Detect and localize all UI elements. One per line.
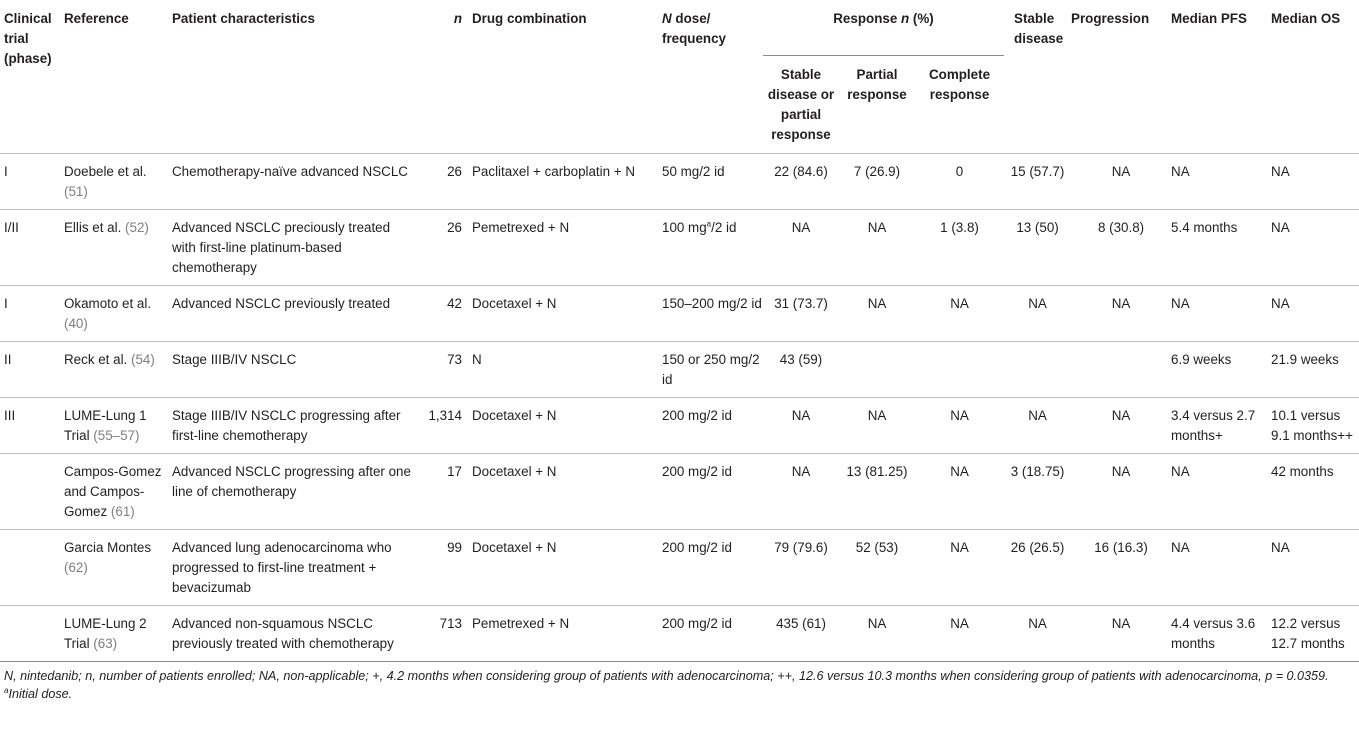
cell-patients: Advanced non-squamous NSCLC previously treated with chemotherapy xyxy=(172,606,415,662)
cell-os: NA xyxy=(1271,154,1359,210)
cell-dose: 150 or 250 mg/2 id xyxy=(662,342,763,398)
cell-pr: NA xyxy=(839,286,915,342)
header-response xyxy=(763,0,1004,56)
cell-drug: Paclitaxel + carboplatin + N xyxy=(472,154,662,210)
cell-cr: NA xyxy=(915,530,1004,606)
table-row xyxy=(0,454,1359,530)
reference-text: LUME-Lung 2 Trial xyxy=(64,616,147,651)
footnote-text: N, nintedanib; n, number of patients enrolled; NA, non-applicable; +, 4.2 months when considering group of patients with adenocarcinoma; ++, 12.6 versus 10.3 months when considering group of patients with adenocarcinoma, p = 0.0359. xyxy=(4,669,1329,683)
cell-pr: 7 (26.9) xyxy=(839,154,915,210)
header-response-n: n xyxy=(901,11,910,26)
cell-n: 26 xyxy=(415,154,472,210)
cell-sd-pr: NA xyxy=(763,210,839,286)
cell-os: NA xyxy=(1271,530,1359,606)
cell-sd-pr: NA xyxy=(763,398,839,454)
cell-reference xyxy=(64,454,172,530)
cell-os: 42 months xyxy=(1271,454,1359,530)
cell-pfs: NA xyxy=(1171,530,1271,606)
table-row xyxy=(0,154,1359,210)
cell-dose: 200 mg/2 id xyxy=(662,454,763,530)
dose-value: 100 mg xyxy=(662,220,707,235)
cell-os: 21.9 weeks xyxy=(1271,342,1359,398)
cell-pfs: NA xyxy=(1171,154,1271,210)
cell-pr: NA xyxy=(839,398,915,454)
header-progression: Progression xyxy=(1071,11,1150,26)
cell-phase: III xyxy=(0,398,64,454)
cell-pr xyxy=(839,342,915,398)
cell-phase: II xyxy=(0,342,64,398)
header-n-text: n xyxy=(453,11,462,26)
cell-reference xyxy=(64,342,172,398)
cell-pfs: 5.4 months xyxy=(1171,210,1271,286)
cell-phase: I xyxy=(0,154,64,210)
footnote2-text: Initial dose. xyxy=(8,687,73,701)
cell-n: 713 xyxy=(415,606,472,662)
cell-phase xyxy=(0,530,64,606)
cell-phase: I/II xyxy=(0,210,64,286)
cell-n: 26 xyxy=(415,210,472,286)
cell-patients: Stage IIIB/IV NSCLC progressing after first-line chemotherapy xyxy=(172,398,415,454)
header-trial: Clinical trial (phase) xyxy=(4,11,52,66)
cell-cr: NA xyxy=(915,606,1004,662)
reference-link[interactable]: (54) xyxy=(131,352,155,367)
cell-os: NA xyxy=(1271,286,1359,342)
cell-pfs: NA xyxy=(1171,286,1271,342)
cell-patients: Stage IIIB/IV NSCLC xyxy=(172,342,415,398)
cell-patients: Advanced NSCLC previously treated xyxy=(172,286,415,342)
header-n xyxy=(415,0,472,154)
cell-n: 42 xyxy=(415,286,472,342)
header-response-suffix: (%) xyxy=(912,11,934,26)
cell-dose: 50 mg/2 id xyxy=(662,154,763,210)
cell-drug: Docetaxel + N xyxy=(472,398,662,454)
cell-reference xyxy=(64,398,172,454)
cell-reference xyxy=(64,606,172,662)
reference-text: Okamoto et al. xyxy=(64,296,152,311)
cell-pfs: 6.9 weeks xyxy=(1171,342,1271,398)
cell-stable: 13 (50) xyxy=(1004,210,1071,286)
reference-link[interactable]: (51) xyxy=(64,184,88,199)
cell-n: 1,314 xyxy=(415,398,472,454)
table-row xyxy=(0,398,1359,454)
cell-dose xyxy=(662,210,763,286)
cell-stable: NA xyxy=(1004,398,1071,454)
header-dose-n: N xyxy=(662,11,672,26)
cell-n: 99 xyxy=(415,530,472,606)
cell-sd-pr: 79 (79.6) xyxy=(763,530,839,606)
cell-stable: NA xyxy=(1004,286,1071,342)
table-row xyxy=(0,210,1359,286)
cell-progression: 16 (16.3) xyxy=(1071,530,1171,606)
cell-os: 12.2 versus 12.7 months xyxy=(1271,606,1359,662)
cell-progression: NA xyxy=(1071,398,1171,454)
header-stable: Stable disease xyxy=(1014,11,1064,46)
cell-drug: Pemetrexed + N xyxy=(472,606,662,662)
table-body xyxy=(0,154,1359,662)
cell-drug: Docetaxel + N xyxy=(472,286,662,342)
cell-n: 73 xyxy=(415,342,472,398)
cell-pfs: 3.4 versus 2.7 months+ xyxy=(1171,398,1271,454)
cell-patients: Advanced NSCLC progressing after one line of chemotherapy xyxy=(172,454,415,530)
table-row xyxy=(0,286,1359,342)
cell-sd-pr: NA xyxy=(763,454,839,530)
header-pfs: Median PFS xyxy=(1171,11,1247,26)
cell-drug: Docetaxel + N xyxy=(472,454,662,530)
table-row xyxy=(0,342,1359,398)
cell-progression: NA xyxy=(1071,454,1171,530)
cell-reference xyxy=(64,210,172,286)
table-row xyxy=(0,606,1359,662)
reference-text: Ellis et al. xyxy=(64,220,122,235)
cell-reference xyxy=(64,154,172,210)
cell-phase xyxy=(0,454,64,530)
header-response-prefix: Response xyxy=(833,11,898,26)
cell-cr: NA xyxy=(915,286,1004,342)
header-dose xyxy=(662,0,763,154)
reference-link[interactable]: (52) xyxy=(125,220,149,235)
cell-reference xyxy=(64,286,172,342)
cell-cr: 0 xyxy=(915,154,1004,210)
reference-link[interactable]: (62) xyxy=(64,560,88,575)
cell-drug: Docetaxel + N xyxy=(472,530,662,606)
table-footnote xyxy=(0,667,1344,685)
table-footnote-2 xyxy=(0,685,1344,703)
cell-reference xyxy=(64,530,172,606)
cell-pr: 52 (53) xyxy=(839,530,915,606)
cell-cr: 1 (3.8) xyxy=(915,210,1004,286)
cell-dose: 150–200 mg/2 id xyxy=(662,286,763,342)
header-cr: Complete response xyxy=(915,56,1004,154)
reference-text: Garcia Montes xyxy=(64,540,152,555)
cell-dose: 200 mg/2 id xyxy=(662,398,763,454)
header-pr: Partial response xyxy=(839,56,915,154)
header-patients: Patient characteristics xyxy=(172,11,315,26)
cell-sd-pr: 43 (59) xyxy=(763,342,839,398)
reference-text: LUME-Lung 1 Trial xyxy=(64,408,147,443)
cell-sd-pr: 435 (61) xyxy=(763,606,839,662)
cell-progression: NA xyxy=(1071,286,1171,342)
reference-text: Doebele et al. xyxy=(64,164,147,179)
reference-text: Reck et al. xyxy=(64,352,128,367)
cell-pr: 13 (81.25) xyxy=(839,454,915,530)
cell-cr: NA xyxy=(915,454,1004,530)
cell-sd-pr: 22 (84.6) xyxy=(763,154,839,210)
header-dose-rest: dose/ frequency xyxy=(662,11,726,46)
reference-link[interactable]: (55–57) xyxy=(93,428,140,443)
table-bottom-rule xyxy=(0,662,1359,663)
cell-patients: Advanced NSCLC preciously treated with first-line platinum-based chemotherapy xyxy=(172,210,415,286)
dose-frequency: /2 id xyxy=(711,220,737,235)
cell-patients: Advanced lung adenocarcinoma who progressed to first-line treatment + bevacizumab xyxy=(172,530,415,606)
cell-stable: 3 (18.75) xyxy=(1004,454,1071,530)
header-os: Median OS xyxy=(1271,11,1341,26)
dose-footnote-mark: a xyxy=(706,219,712,229)
reference-link[interactable]: (40) xyxy=(64,316,88,331)
reference-link[interactable]: (61) xyxy=(110,504,135,519)
cell-stable: 26 (26.5) xyxy=(1004,530,1071,606)
cell-phase xyxy=(0,606,64,662)
cell-stable: 15 (57.7) xyxy=(1004,154,1071,210)
cell-progression: NA xyxy=(1071,154,1171,210)
cell-progression: NA xyxy=(1071,606,1171,662)
cell-dose: 200 mg/2 id xyxy=(662,530,763,606)
cell-pfs: 4.4 versus 3.6 months xyxy=(1171,606,1271,662)
header-drug: Drug combination xyxy=(472,11,587,26)
cell-n: 17 xyxy=(415,454,472,530)
cell-os: NA xyxy=(1271,210,1359,286)
footnote-sup: a xyxy=(4,685,9,695)
cell-phase: I xyxy=(0,286,64,342)
cell-patients: Chemotherapy-naïve advanced NSCLC xyxy=(172,154,415,210)
reference-link[interactable]: (63) xyxy=(93,636,118,651)
cell-drug: Pemetrexed + N xyxy=(472,210,662,286)
reference-text: Campos-Gomez and Campos-Gomez xyxy=(64,464,162,519)
cell-dose: 200 mg/2 id xyxy=(662,606,763,662)
cell-os: 10.1 versus 9.1 months++ xyxy=(1271,398,1359,454)
cell-cr xyxy=(915,342,1004,398)
cell-pr: NA xyxy=(839,606,915,662)
cell-drug: N xyxy=(472,342,662,398)
header-sd-pr: Stable disease or partial response xyxy=(763,56,839,154)
cell-cr: NA xyxy=(915,398,1004,454)
cell-pfs: NA xyxy=(1171,454,1271,530)
cell-progression xyxy=(1071,342,1171,398)
cell-stable: NA xyxy=(1004,606,1071,662)
cell-sd-pr: 31 (73.7) xyxy=(763,286,839,342)
header-reference: Reference xyxy=(64,11,129,26)
cell-progression: 8 (30.8) xyxy=(1071,210,1171,286)
table-row xyxy=(0,530,1359,606)
cell-pr: NA xyxy=(839,210,915,286)
cell-stable xyxy=(1004,342,1071,398)
